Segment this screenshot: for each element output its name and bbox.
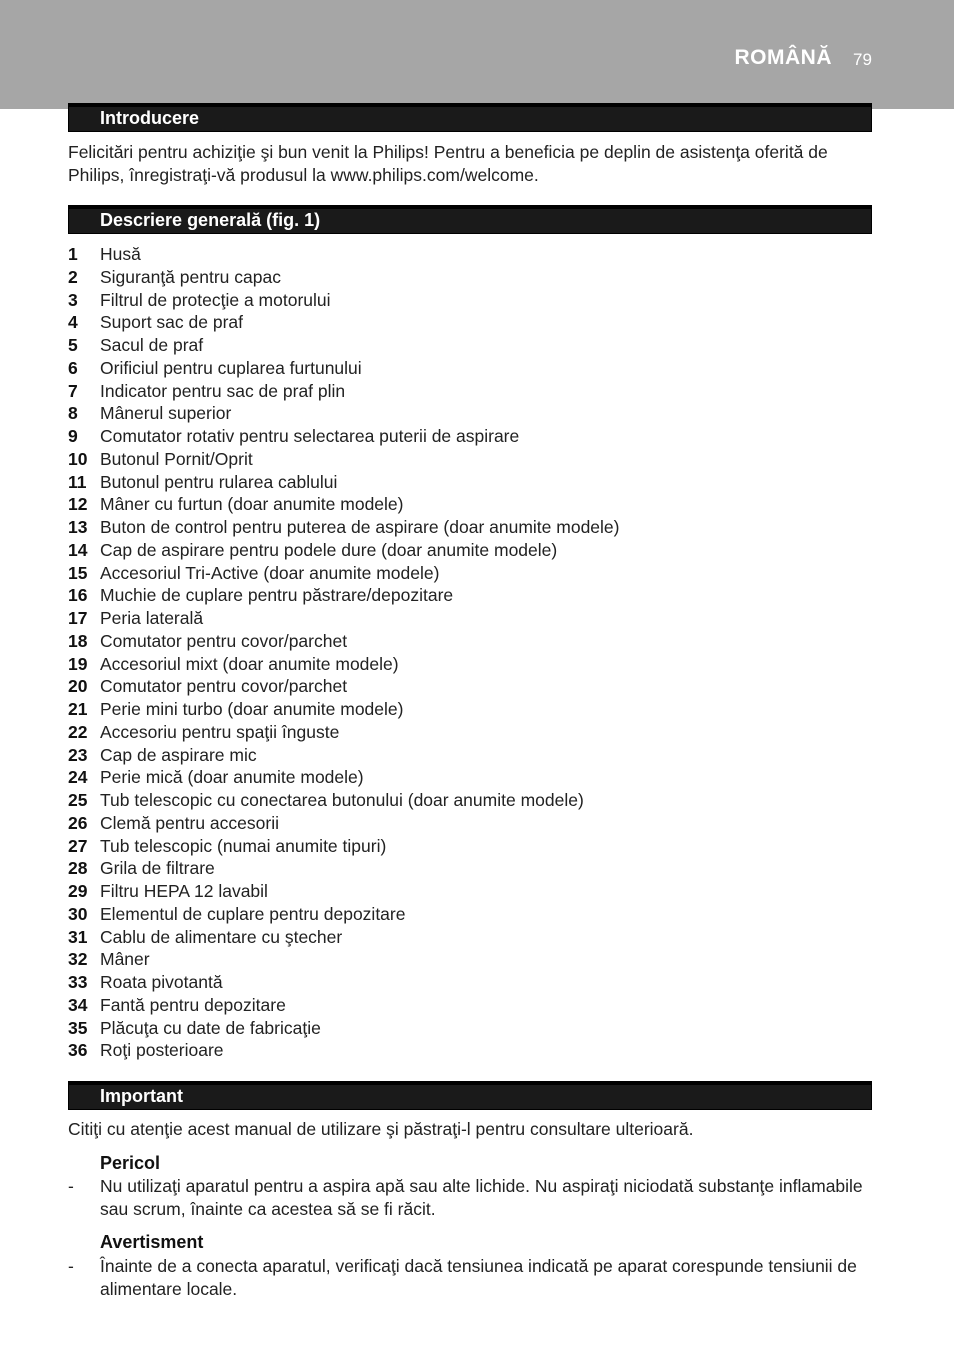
list-item: [68, 789, 878, 812]
item-label: Comutator pentru covor/parchet: [100, 676, 348, 697]
item-number: 23: [68, 744, 88, 765]
item-label: Roata pivotantă: [100, 972, 223, 992]
item-number: 28: [68, 858, 88, 879]
intro-paragraph: Felicitări pentru achiziţie şi bun venit la Philips! Pentru a beneficia pe deplin de asistenţa oferită de Philips, înregistraţi-vă produsul la www.philips.com/welcome.: [68, 142, 828, 185]
section-header-intro: [68, 103, 872, 132]
item-number: 11: [68, 471, 87, 492]
list-item: [68, 835, 878, 858]
list-item: [68, 493, 878, 516]
item-number: 6: [68, 357, 78, 378]
item-number: 31: [68, 926, 88, 947]
list-item: [68, 471, 878, 494]
item-number: 22: [68, 721, 88, 742]
item-number: 9: [68, 426, 78, 446]
list-item: [68, 653, 878, 676]
item-label: Husă: [100, 244, 141, 264]
item-number: 35: [68, 1017, 88, 1038]
list-item: [68, 994, 878, 1017]
parts-list: [68, 243, 878, 1062]
list-item: [68, 311, 878, 334]
list-item: [68, 857, 878, 880]
list-item: [68, 562, 878, 585]
item-label: Accesoriu pentru spaţii înguste: [100, 721, 340, 742]
list-item: [68, 812, 878, 835]
item-number: 4: [68, 312, 78, 333]
item-label: Grila de filtrare: [100, 858, 215, 879]
item-label: Perie mică (doar anumite modele): [100, 767, 364, 788]
list-item: [68, 607, 878, 630]
list-item: [68, 698, 878, 721]
warning-heading: Avertisment: [100, 1232, 204, 1252]
item-label: Filtrul de protecţie a motorului: [100, 289, 331, 310]
item-label: Butonul pentru rularea cablului: [100, 471, 338, 492]
item-number: 19: [68, 653, 88, 674]
section-title: Introducere: [100, 108, 200, 128]
item-number: 24: [68, 767, 88, 788]
list-item: [68, 926, 878, 949]
list-item: [68, 948, 878, 971]
item-number: 18: [68, 630, 88, 651]
item-number: 14: [68, 539, 88, 560]
list-item: [68, 744, 878, 767]
item-label: Elementul de cuplare pentru depozitare: [100, 903, 406, 924]
item-number: 21: [68, 699, 88, 719]
item-label: Mânerul superior: [100, 403, 232, 424]
section-header-overview: [68, 205, 872, 234]
item-number: 15: [68, 562, 88, 583]
item-label: Perie mini turbo (doar anumite modele): [100, 699, 404, 719]
list-item: [68, 766, 878, 789]
item-label: Fantă pentru depozitare: [100, 994, 286, 1015]
language-label: ROMÂNĂ: [734, 46, 832, 69]
item-number: 17: [68, 608, 88, 628]
item-label: Accesoriul mixt (doar anumite modele): [100, 653, 399, 674]
list-item: [68, 539, 878, 562]
list-item: [68, 721, 878, 744]
section-title: Important: [100, 1086, 183, 1106]
item-number: 20: [68, 676, 88, 697]
list-item: [68, 289, 878, 312]
item-label: Tub telescopic (numai anumite tipuri): [100, 835, 387, 856]
item-label: Comutator rotativ pentru selectarea puterii de aspirare: [100, 426, 520, 446]
important-paragraph: Citiţi cu atenţie acest manual de utilizare şi păstraţi-l pentru consultare ulterioară.: [68, 1119, 694, 1139]
item-label: Sacul de praf: [100, 335, 204, 355]
list-item: [68, 448, 878, 471]
item-label: Plăcuţa cu date de fabricaţie: [100, 1017, 321, 1038]
list-item: [68, 266, 878, 289]
page-number: 79: [853, 50, 872, 69]
item-number: 16: [68, 585, 88, 606]
header-band: [0, 0, 954, 109]
item-label: Peria laterală: [100, 608, 204, 628]
list-item: [68, 584, 878, 607]
list-item: [68, 675, 878, 698]
list-item: [68, 425, 878, 448]
item-label: Mâner cu furtun (doar anumite modele): [100, 494, 404, 515]
warning-text: Înainte de a conecta aparatul, verificaţi dacă tensiunea indicată pe aparat corespunde tensiunii de alimentare locale.: [100, 1256, 857, 1299]
item-label: Tub telescopic cu conectarea butonului (doar anumite modele): [100, 790, 584, 810]
item-label: Cap de aspirare mic: [100, 744, 257, 765]
item-label: Roţi posterioare: [100, 1040, 224, 1061]
item-label: Buton de control pentru puterea de aspirare (doar anumite modele): [100, 517, 620, 537]
item-number: 26: [68, 812, 88, 833]
list-item: [68, 243, 878, 266]
item-label: Filtru HEPA 12 lavabil: [100, 881, 268, 901]
section-title: Descriere generală (fig. 1): [100, 210, 321, 230]
danger-text: Nu utilizaţi aparatul pentru a aspira apă sau alte lichide. Nu aspiraţi niciodată substanţe inflamabile sau scrum, înainte ca acestea să se fi răcit.: [100, 1176, 863, 1219]
item-number: 7: [68, 380, 78, 401]
item-label: Butonul Pornit/Oprit: [100, 448, 253, 469]
bullet-dash: -: [68, 1176, 74, 1196]
item-number: 3: [68, 289, 78, 310]
item-number: 2: [68, 266, 78, 287]
item-number: 27: [68, 835, 88, 856]
item-label: Accesoriul Tri-Active (doar anumite modele): [100, 562, 440, 583]
item-number: 29: [68, 881, 88, 901]
list-item: [68, 1017, 878, 1040]
list-item: [68, 380, 878, 403]
item-number: 8: [68, 403, 78, 424]
item-number: 12: [68, 494, 88, 515]
list-item: [68, 357, 878, 380]
item-label: Comutator pentru covor/parchet: [100, 630, 348, 651]
item-number: 36: [68, 1040, 88, 1061]
item-label: Siguranţă pentru capac: [100, 266, 281, 287]
list-item: [68, 402, 878, 425]
list-item: [68, 1039, 878, 1062]
list-item: [68, 971, 878, 994]
item-number: 10: [68, 448, 88, 469]
item-label: Indicator pentru sac de praf plin: [100, 380, 346, 401]
danger-heading: Pericol: [100, 1153, 161, 1173]
item-label: Cap de aspirare pentru podele dure (doar anumite modele): [100, 539, 558, 560]
item-number: 34: [68, 994, 88, 1015]
item-label: Clemă pentru accesorii: [100, 812, 279, 833]
item-number: 5: [68, 335, 78, 355]
list-item: [68, 880, 878, 903]
item-label: Muchie de cuplare pentru păstrare/depozitare: [100, 585, 454, 606]
item-label: Orificiul pentru cuplarea furtunului: [100, 357, 362, 378]
list-item: [68, 334, 878, 357]
section-header-important: [68, 1081, 872, 1110]
list-item: [68, 516, 878, 539]
item-label: Suport sac de praf: [100, 312, 243, 333]
item-number: 32: [68, 949, 88, 970]
item-number: 30: [68, 903, 88, 924]
item-number: 33: [68, 972, 88, 992]
item-label: Cablu de alimentare cu ştecher: [100, 926, 343, 947]
item-number: 1: [68, 244, 78, 264]
list-item: [68, 630, 878, 653]
item-number: 13: [68, 517, 88, 537]
item-label: Mâner: [100, 949, 150, 970]
item-number: 25: [68, 790, 88, 810]
list-item: [68, 903, 878, 926]
bullet-dash: -: [68, 1256, 74, 1276]
